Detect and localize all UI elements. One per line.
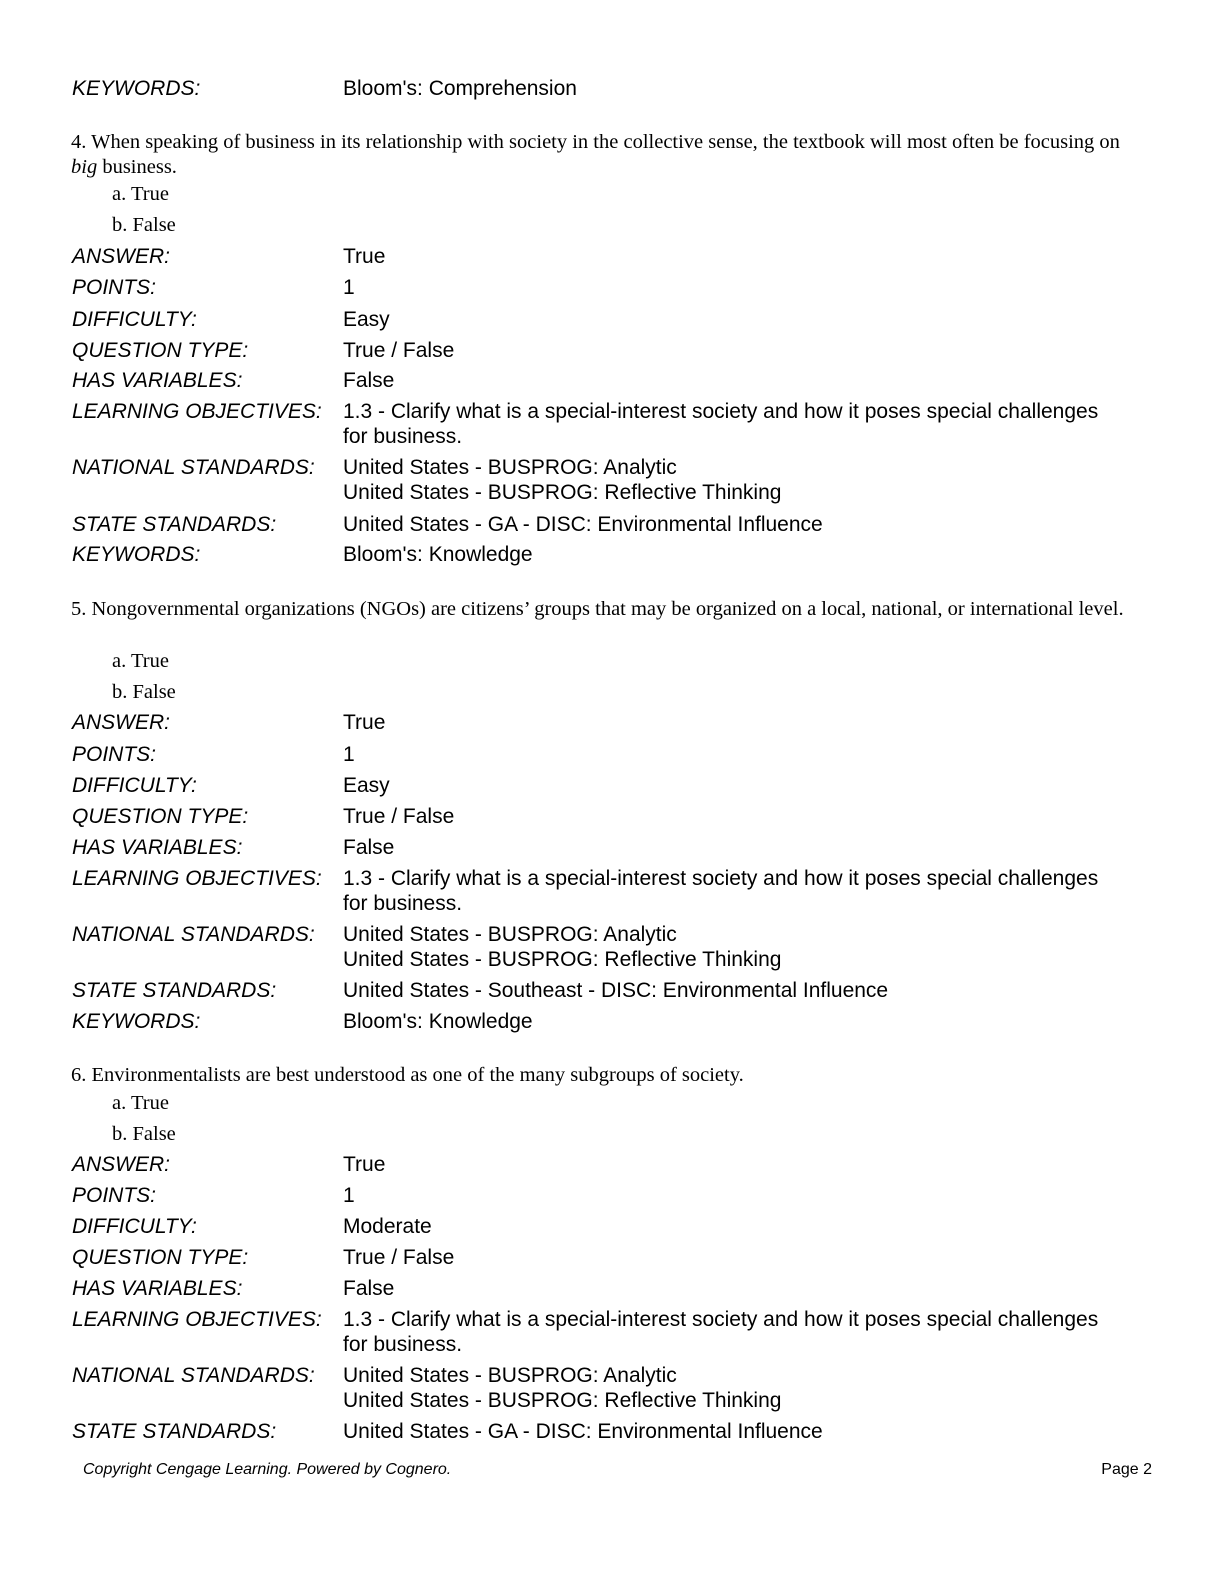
question-text: [71, 130, 1151, 179]
meta-value: Easy: [343, 308, 390, 331]
meta-value: 1: [343, 276, 355, 299]
meta-label: DIFFICULTY:: [72, 308, 197, 331]
footer-page-number: Page 2: [1101, 1461, 1152, 1478]
meta-label: POINTS:: [72, 743, 157, 766]
meta-label: HAS VARIABLES:: [72, 369, 243, 392]
meta-value: Easy: [343, 774, 390, 797]
choice-b: b. False: [112, 681, 176, 703]
meta-label: LEARNING OBJECTIVES:: [72, 1308, 322, 1331]
meta-value: United States - BUSPROG: Analytic United States - BUSPROG: Reflective Thinking: [343, 1364, 782, 1412]
meta-value: Moderate: [343, 1215, 432, 1238]
meta-label: STATE STANDARDS:: [72, 513, 277, 536]
meta-value: False: [343, 369, 395, 392]
meta-value: 1.3 - Clarify what is a special-interest society and how it poses special challenges for business.: [343, 867, 1099, 915]
meta-label: POINTS:: [72, 276, 157, 299]
choice-a: a. True: [112, 650, 169, 672]
question-text-part: business.: [97, 155, 177, 178]
meta-value: United States - Southeast - DISC: Environmental Influence: [343, 979, 889, 1002]
meta-label: QUESTION TYPE:: [72, 805, 249, 828]
meta-label: KEYWORDS:: [72, 1010, 201, 1033]
meta-value: True / False: [343, 1246, 455, 1269]
question-emphasis: big: [71, 155, 98, 178]
choice-a: a. True: [112, 183, 169, 205]
meta-label: DIFFICULTY:: [72, 774, 197, 797]
meta-label: POINTS:: [72, 1184, 157, 1207]
meta-label: NATIONAL STANDARDS:: [72, 456, 315, 479]
question-text: [71, 1063, 1151, 1088]
question-text-part: 6. Environmentalists are best understood as one of the many subgroups of society.: [71, 1064, 744, 1086]
meta-label: ANSWER:: [72, 245, 171, 268]
meta-value: Bloom's: Knowledge: [343, 1010, 533, 1033]
meta-value: True / False: [343, 805, 455, 828]
meta-value: 1: [343, 743, 355, 766]
footer-copyright: Copyright Cengage Learning. Powered by Cognero.: [83, 1461, 452, 1478]
meta-label: QUESTION TYPE:: [72, 339, 249, 362]
meta-value: 1.3 - Clarify what is a special-interest society and how it poses special challenges for business.: [343, 1308, 1099, 1356]
meta-value: 1: [343, 1184, 355, 1207]
meta-label: KEYWORDS:: [72, 77, 201, 100]
meta-label: ANSWER:: [72, 1153, 171, 1176]
meta-value: True / False: [343, 339, 455, 362]
meta-label: NATIONAL STANDARDS:: [72, 1364, 315, 1387]
meta-label: QUESTION TYPE:: [72, 1246, 249, 1269]
meta-label: LEARNING OBJECTIVES:: [72, 400, 322, 423]
meta-value: United States - GA - DISC: Environmental Influence: [343, 513, 823, 536]
meta-value: 1.3 - Clarify what is a special-interest society and how it poses special challenges for business.: [343, 400, 1099, 448]
meta-value: False: [343, 836, 395, 859]
meta-value: United States - BUSPROG: Analytic United States - BUSPROG: Reflective Thinking: [343, 923, 782, 971]
meta-value: True: [343, 245, 386, 268]
meta-label: STATE STANDARDS:: [72, 1420, 277, 1443]
meta-value: Bloom's: Comprehension: [343, 77, 577, 100]
meta-value: True: [343, 1153, 386, 1176]
question-text-part: 5. Nongovernmental organizations (NGOs) are citizens’ groups that may be organized on a local, national, or international level.: [71, 598, 1124, 620]
meta-value: Bloom's: Knowledge: [343, 543, 533, 566]
choice-a: a. True: [112, 1092, 169, 1114]
meta-label: LEARNING OBJECTIVES:: [72, 867, 322, 890]
meta-label: HAS VARIABLES:: [72, 1277, 243, 1300]
question-text-part: 4. When speaking of business in its relationship with society in the collective sense, the textbook will most often be focusing on: [71, 131, 1120, 153]
meta-label: DIFFICULTY:: [72, 1215, 197, 1238]
meta-label: KEYWORDS:: [72, 543, 201, 566]
meta-label: ANSWER:: [72, 711, 171, 734]
meta-value: United States - BUSPROG: Analytic United States - BUSPROG: Reflective Thinking: [343, 456, 782, 504]
meta-value: False: [343, 1277, 395, 1300]
meta-label: STATE STANDARDS:: [72, 979, 277, 1002]
choice-b: b. False: [112, 214, 176, 236]
meta-value: True: [343, 711, 386, 734]
meta-label: HAS VARIABLES:: [72, 836, 243, 859]
meta-value: United States - GA - DISC: Environmental Influence: [343, 1420, 823, 1443]
question-text: [71, 597, 1151, 622]
choice-b: b. False: [112, 1123, 176, 1145]
meta-label: NATIONAL STANDARDS:: [72, 923, 315, 946]
